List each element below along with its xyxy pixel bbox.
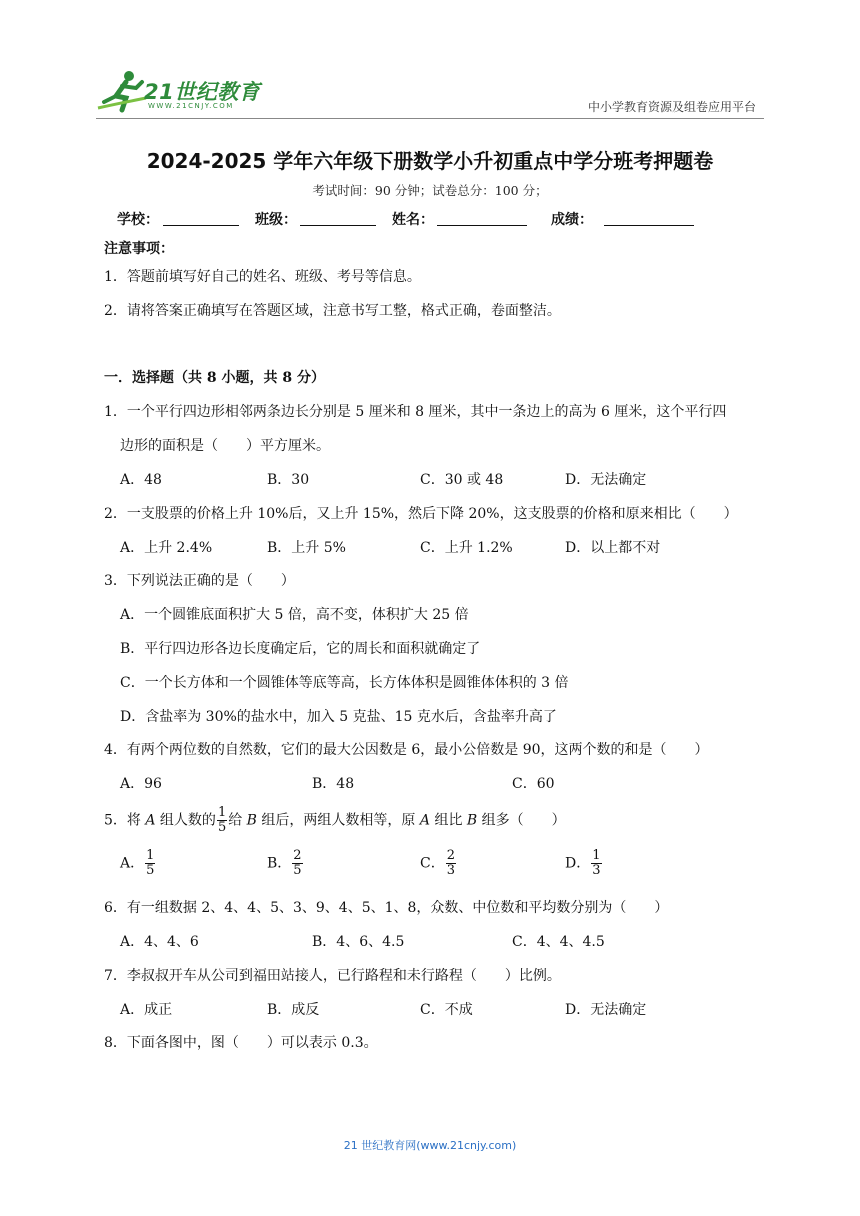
q4-option-c[interactable]: C．60 [512,776,555,792]
class-label: 班级： [255,212,297,228]
fraction-denominator: 5 [293,863,302,878]
q5-option-a[interactable] [120,849,156,878]
q5-option-d[interactable] [565,849,603,878]
running-man-icon [96,68,148,114]
fraction-numerator: 1 [146,848,155,863]
q7-option-a[interactable]: A．成正 [120,1002,173,1018]
q2-option-c[interactable]: C．上升 1.2% [420,540,513,556]
q1-option-c[interactable]: C．30 或 48 [420,472,504,488]
q3-option-b[interactable]: B．平行四边形各边长度确定后，它的周长和面积就确定了 [120,641,481,657]
q5-mid1: 组人数的 [155,812,216,829]
q3-option-d[interactable]: D．含盐率为 30%的盐水中，加入 5 克盐、15 克水后，含盐率升高了 [120,709,557,725]
fraction-denominator: 5 [217,820,227,835]
q5-option-b[interactable] [267,849,304,878]
q5-prefix: 5．将 [104,812,146,829]
logo-url-text: WWW.21CNJY.COM [148,102,234,110]
question-7-text: 7．李叔叔开车从公司到福田站接人，已行路程和未行路程（ ）比例。 [104,968,561,984]
question-3-text: 3．下列说法正确的是（ ） [104,573,295,589]
q3-option-c[interactable]: C．一个长方体和一个圆锥体等底等高，长方体体积是圆锥体体积的 3 倍 [120,675,569,691]
score-blank[interactable] [604,225,694,226]
fraction-denominator: 3 [592,863,601,878]
q5-var-a2: A [419,812,430,829]
exam-title: 2024-2025 学年六年级下册数学小升初重点中学分班考押题卷 [146,149,714,173]
q2-option-a[interactable]: A．上升 2.4% [120,540,213,556]
fraction-numerator: 1 [217,805,227,820]
school-label: 学校： [117,212,159,228]
q1-option-d[interactable]: D．无法确定 [565,472,647,488]
question-2-text: 2．一支股票的价格上升 10%后，又上升 15%，然后下降 20%，这支股票的价格和原来相比（ ） [104,506,738,522]
q7-option-d[interactable]: D．无法确定 [565,1002,647,1018]
platform-name: 中小学教育资源及组卷应用平台 [587,100,756,114]
q7-option-b[interactable]: B．成反 [267,1002,320,1018]
q6-option-b[interactable]: B．4、6、4.5 [312,934,405,950]
option-fraction [446,849,456,878]
note-item: 1．答题前填写好自己的姓名、班级、考号等信息。 [104,269,421,285]
q3-option-a[interactable]: A．一个圆锥底面积扩大 5 倍，高不变，体积扩大 25 倍 [120,607,469,623]
fraction-numerator: 2 [446,848,455,863]
q4-option-a[interactable]: A．96 [120,776,162,792]
option-fraction [292,849,302,878]
name-label: 姓名： [392,212,434,228]
q5-var-b2: B [466,812,478,829]
fraction-denominator: 3 [446,863,455,878]
q5-var-a: A [145,812,156,829]
question-6-text: 6．有一组数据 2、4、4、5、3、9、4、5、1、8，众数、中位数和平均数分别为（ ） [104,900,669,916]
note-item: 2．请将答案正确填写在答题区域，注意书写工整，格式正确，卷面整洁。 [104,303,561,319]
question-1-text-cont: 边形的面积是（ ）平方厘米。 [120,438,330,454]
footer-link[interactable]: 21 世纪教育网(www.21cnjy.com) [343,1139,517,1152]
q5-mid4: 组比 [430,812,467,829]
question-4-text: 4．有两个两位数的自然数，它们的最大公因数是 6，最小公倍数是 90，这两个数的和是（ ） [104,742,709,758]
header-divider [96,118,764,119]
option-label: D． [565,855,591,872]
q5-option-c[interactable] [420,849,457,878]
question-1-text: 1．一个平行四边形相邻两条边长分别是 5 厘米和 8 厘米，其中一条边上的高为 6 厘米，这个平行四 [104,404,727,420]
q6-option-a[interactable]: A．4、4、6 [120,934,199,950]
option-label: A． [120,855,145,872]
school-blank[interactable] [163,225,239,226]
q5-suffix: 组多（ ） [477,812,566,829]
logo-brand-text: 21世纪教育 [144,80,261,104]
notes-heading: 注意事项： [104,241,174,257]
q5-var-b: B [246,812,257,829]
q2-option-d[interactable]: D．以上都不对 [565,540,661,556]
option-fraction [145,849,155,878]
option-label: B． [267,855,292,872]
class-blank[interactable] [300,225,376,226]
q2-option-b[interactable]: B．上升 5% [267,540,346,556]
option-label: C． [420,855,445,872]
score-label: 成绩： [551,212,593,228]
question-5-text [104,806,566,835]
fraction-denominator: 5 [146,863,155,878]
q4-option-b[interactable]: B．48 [312,776,355,792]
q5-mid3: 组后，两组人数相等，原 [256,812,420,829]
q7-option-c[interactable]: C．不成 [420,1002,473,1018]
site-logo [96,66,266,116]
question-8-text: 8．下面各图中，图（ ）可以表示 0.3。 [104,1035,378,1051]
section-heading: 一．选择题（共 8 小题，共 8 分） [104,370,325,386]
q1-option-b[interactable]: B．30 [267,472,310,488]
q6-option-c[interactable]: C．4、4、4.5 [512,934,605,950]
name-blank[interactable] [437,225,527,226]
q5-mid2: 给 [228,812,247,829]
exam-subtitle: 考试时间：90 分钟；试卷总分：100 分； [312,183,548,198]
q5-fraction [217,806,227,835]
fraction-numerator: 1 [592,848,601,863]
option-fraction [591,849,601,878]
q1-option-a[interactable]: A．48 [120,472,162,488]
fraction-numerator: 2 [293,848,302,863]
